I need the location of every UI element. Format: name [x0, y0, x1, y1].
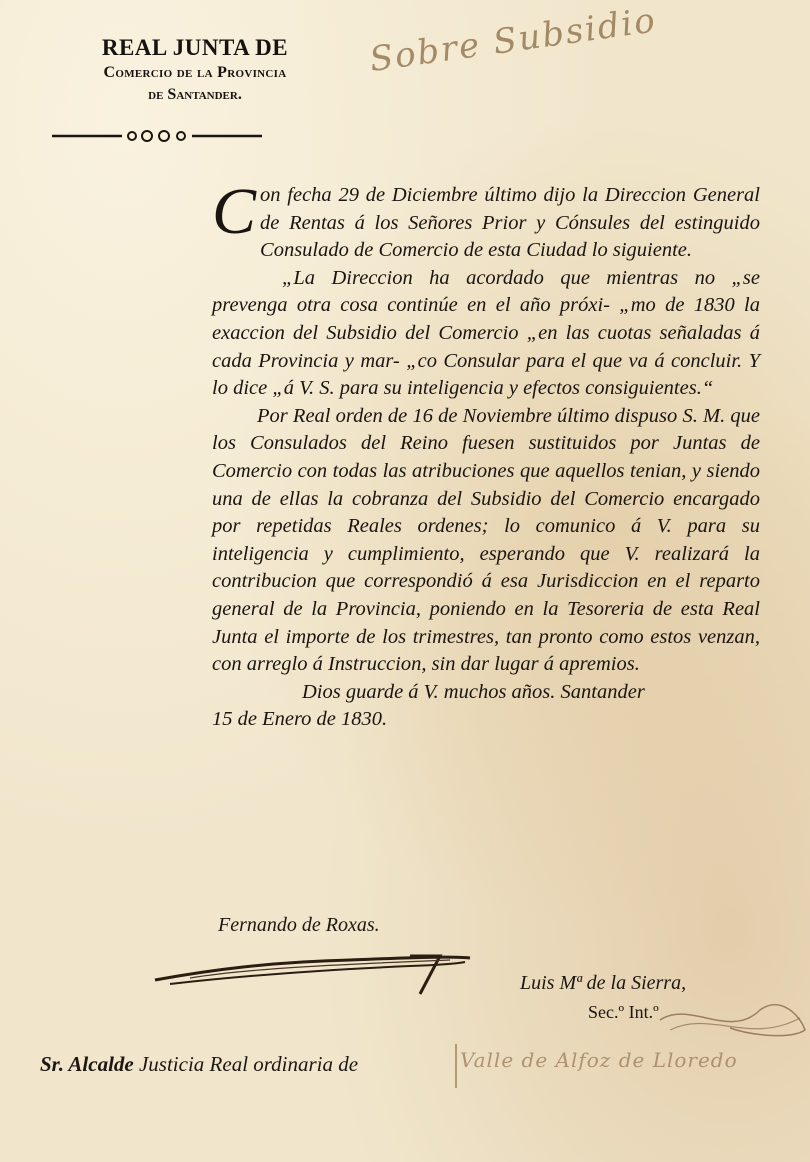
recipient-handwritten: Valle de Alfoz de Lloredo — [460, 1048, 738, 1072]
drop-cap: C — [212, 175, 257, 248]
date-line: 15 de Enero de 1830. — [212, 708, 388, 731]
signature-flourish-icon — [150, 950, 480, 1000]
ornament-rule-icon — [52, 128, 262, 144]
signatory-name: Fernando de Roxas. — [218, 914, 380, 936]
paragraph-quote: „La Direccion ha acordado que mientras no „se prevenga otra cosa continúe en el año próxi- „mo de 1830 la exaccion del Subsidio del Comercio „en las cuotas señaladas á cada Provincia y mar- „co Consular para el que va á concluir. Y lo dice „á V. S. para su inteligencia y efectos consiguientes.“ — [212, 266, 760, 400]
closing-line: Dios guarde á V. muchos años. Santander — [302, 680, 645, 703]
letterhead — [40, 34, 350, 106]
handwritten-annotation: Sobre Subsidio — [367, 0, 660, 81]
secretary-name: Luis Mª de la Sierra, — [520, 972, 687, 994]
secretary-title: Sec.º Int.º — [588, 1002, 659, 1022]
recipient-title: Justicia Real ordinaria de — [138, 1052, 359, 1076]
paragraph-opening-text: on fecha 29 de Diciembre último dijo la Direccion General de Rentas á los Señores Prior y Cónsules del estinguido Consulado de Comercio de esta Ciudad lo siguiente. — [260, 184, 760, 262]
letter-body — [212, 175, 760, 734]
letterhead-location: de Santander. — [148, 86, 242, 103]
letterhead-title: REAL JUNTA DE — [101, 35, 289, 60]
paragraph-order: Por Real orden de 16 de Noviembre último dispuso S. M. que los Consulados del Reino fuesen sustituidos por Juntas de Comercio con todas las atribuciones que aquellos tenian, y siendo una de ellas la cobranza del Subsidio del Comercio encargado por repetidas Reales ordenes; lo comunico á V. para su inteligencia y cumplimiento, esperando que V. realizará la contribucion que correspondió á esa Jurisdiccion en el reparto general de la Provincia, poniendo en la Tesoreria de esta Real Junta el importe de los trimestres, tan pronto como estos venzan, con arreglo á Instruccion, sin dar lugar á apremios. — [212, 404, 760, 676]
recipient-address — [40, 1052, 358, 1077]
recipient-prefix: Sr. Alcalde — [40, 1052, 134, 1076]
paragraph-opening — [212, 175, 760, 265]
letterhead-subtitle: Comercio de la Provincia — [103, 64, 287, 81]
signature-scribble-icon — [650, 990, 810, 1050]
